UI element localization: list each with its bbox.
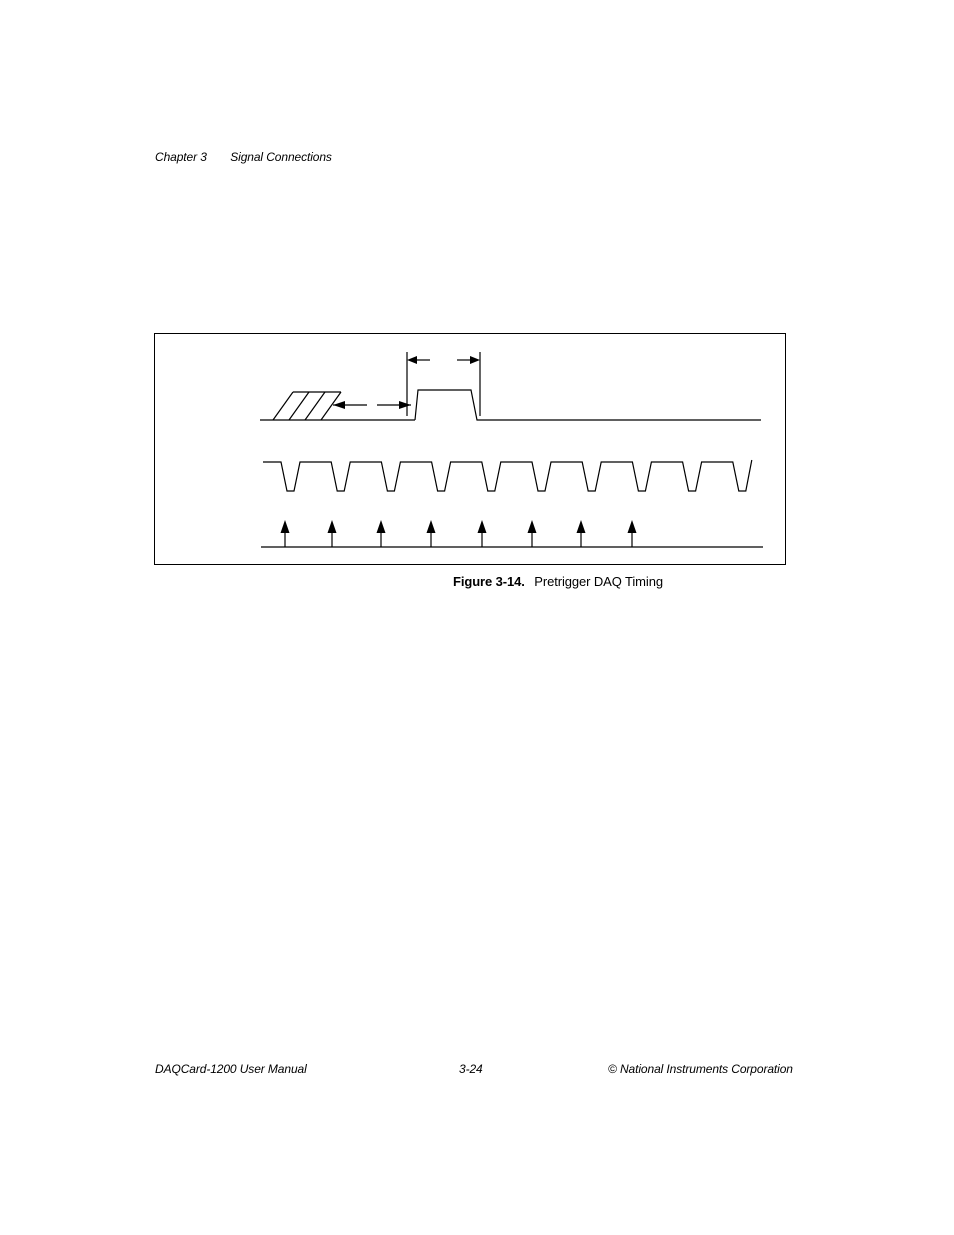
sample-arrowhead xyxy=(328,520,337,533)
footer-copyright: © National Instruments Corporation xyxy=(608,1062,793,1076)
figure-caption xyxy=(453,574,663,589)
pulse-width-marker xyxy=(407,352,480,416)
scan-clock-signal xyxy=(263,460,752,491)
sample-arrowhead xyxy=(577,520,586,533)
trigger-pulse xyxy=(415,390,761,420)
arrowhead-right-small xyxy=(399,401,411,409)
sample-arrowhead xyxy=(528,520,537,533)
figure-title: Pretrigger DAQ Timing xyxy=(534,574,663,589)
chapter-label: Chapter 3 xyxy=(155,150,207,164)
sample-arrowhead xyxy=(628,520,637,533)
sample-arrowhead xyxy=(377,520,386,533)
section-title: Signal Connections xyxy=(230,150,332,164)
hatched-region xyxy=(273,392,341,420)
marker-arrowhead-right xyxy=(470,356,480,364)
footer-page-number: 3-24 xyxy=(459,1062,483,1076)
marker-arrowhead-left xyxy=(407,356,417,364)
footer-manual-title: DAQCard-1200 User Manual xyxy=(155,1062,307,1076)
sample-arrowhead xyxy=(478,520,487,533)
figure-number: Figure 3-14. xyxy=(453,574,525,589)
timing-diagram-frame xyxy=(154,333,786,565)
running-header xyxy=(155,150,332,164)
timing-diagram xyxy=(155,334,785,564)
sample-arrowhead xyxy=(281,520,290,533)
sample-arrows xyxy=(281,520,637,547)
arrowhead-left xyxy=(333,401,345,409)
sample-arrowhead xyxy=(427,520,436,533)
